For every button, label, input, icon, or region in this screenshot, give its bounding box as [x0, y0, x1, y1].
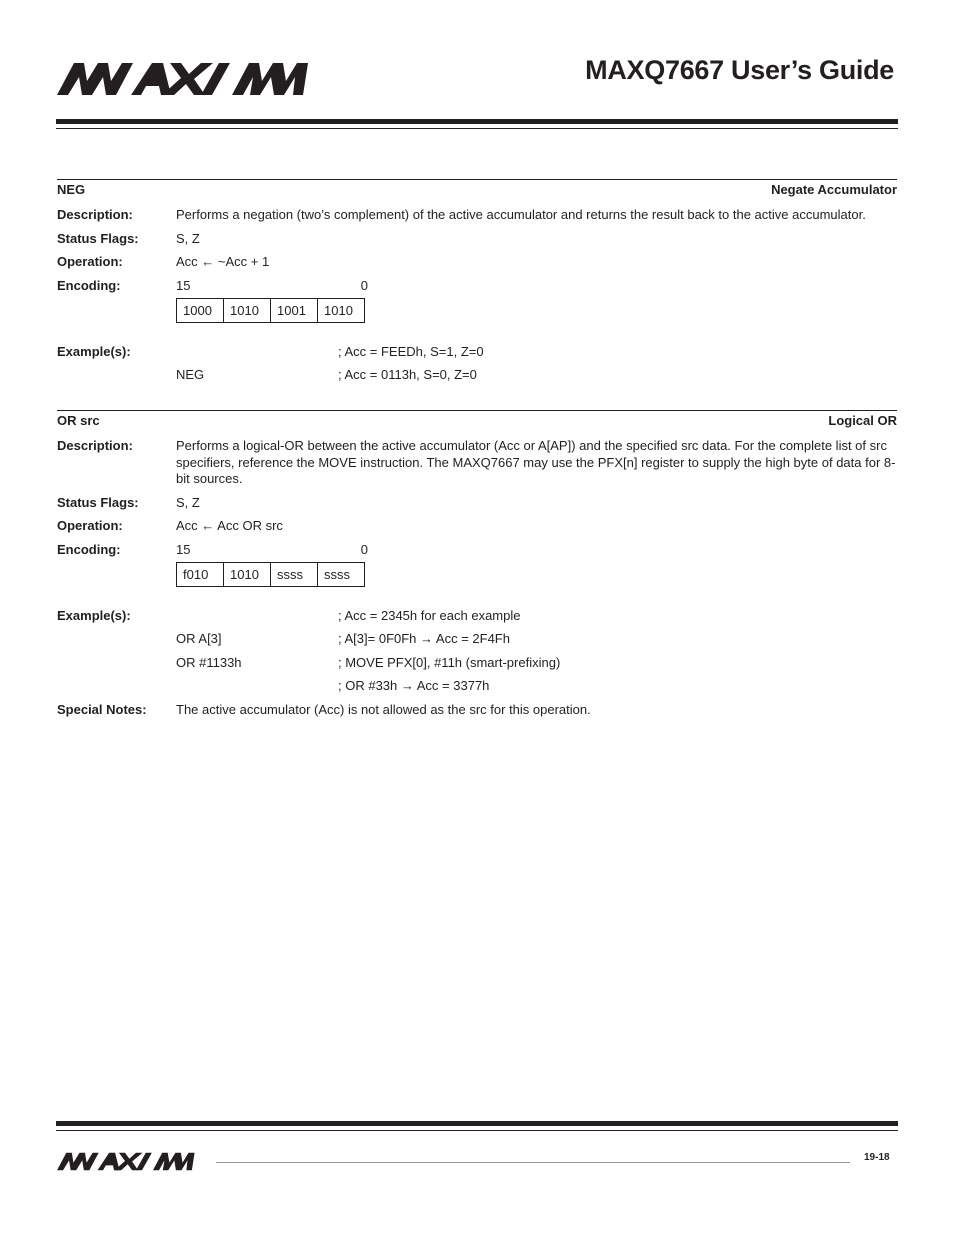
- instruction-neg: [57, 179, 897, 384]
- encoding-cell: ssss: [271, 562, 318, 586]
- example-comment: ; Acc = 2345h for each example: [338, 607, 521, 623]
- page-number: 19-18: [864, 1152, 890, 1163]
- description-label: Description:: [57, 438, 133, 453]
- example-comment: ; A[3]= 0F0Fh → Acc = 2F4Fh: [338, 631, 510, 646]
- encoding-table: [176, 562, 365, 587]
- instruction-header: [57, 179, 897, 200]
- maxim-logo: [57, 62, 327, 96]
- status-flags-label: Status Flags:: [57, 494, 139, 510]
- status-flags-row: [57, 231, 897, 248]
- description-row: [57, 438, 897, 488]
- status-flags-value: S, Z: [176, 494, 200, 510]
- instruction-header: [57, 410, 897, 431]
- example-line: [57, 367, 897, 384]
- description-row: [57, 207, 897, 224]
- footer-rule-thin: [56, 1130, 898, 1131]
- document-title: MAXQ7667 User’s Guide: [585, 55, 894, 85]
- encoding-row: [57, 278, 897, 295]
- status-flags-label: Status Flags:: [57, 230, 139, 246]
- encoding-label: Encoding:: [57, 541, 121, 557]
- bit-high: 15: [176, 277, 191, 293]
- examples-label: Example(s):: [57, 343, 131, 359]
- encoding-row: [57, 542, 897, 559]
- operation-label: Operation:: [57, 254, 123, 269]
- description-label: Description:: [57, 207, 133, 222]
- example-line: [57, 608, 897, 625]
- instruction-mnemonic: OR src: [57, 413, 100, 428]
- example-comment: ; OR #33h → Acc = 3377h: [338, 678, 490, 693]
- encoding-cell: 1010: [224, 562, 271, 586]
- operation-row: [57, 254, 897, 271]
- example-comment: ; Acc = 0113h, S=0, Z=0: [338, 367, 477, 382]
- example-code: OR A[3]: [176, 631, 222, 646]
- bit-high: 15: [176, 541, 191, 557]
- header-rule-thick: [56, 119, 898, 124]
- operation-row: [57, 518, 897, 535]
- encoding-cell: 1001: [271, 298, 318, 322]
- footer-divider: [216, 1162, 850, 1163]
- operation-value: Acc ← Acc OR src: [176, 518, 283, 533]
- example-line: [57, 344, 897, 361]
- special-notes-text: The active accumulator (Acc) is not allowed as the src for this operation.: [176, 701, 591, 717]
- example-line: [57, 655, 897, 672]
- example-code: OR #1133h: [176, 654, 242, 670]
- encoding-cell: 1010: [224, 298, 271, 322]
- instruction-mnemonic: NEG: [57, 182, 86, 197]
- examples-label: Example(s):: [57, 607, 131, 623]
- example-line: [57, 678, 897, 695]
- encoding-cell: f010: [177, 562, 224, 586]
- example-code: NEG: [176, 367, 205, 382]
- encoding-cell: 1000: [177, 298, 224, 322]
- example-line: [57, 631, 897, 648]
- operation-value: Acc ← ~Acc + 1: [176, 254, 270, 269]
- maxim-footer-logo: [57, 1152, 205, 1171]
- description-text: Performs a negation (two’s complement) of the active accumulator and returns the result back to the active accumulator.: [176, 207, 866, 222]
- example-comment: ; MOVE PFX[0], #11h (smart-prefixing): [338, 654, 561, 670]
- encoding-cell: ssss: [318, 562, 365, 586]
- header-rule-thin: [56, 128, 898, 129]
- status-flags-value: S, Z: [176, 230, 200, 246]
- instruction-name: Negate Accumulator: [771, 182, 897, 197]
- example-comment: ; Acc = FEEDh, S=1, Z=0: [338, 343, 484, 359]
- encoding-table: [176, 298, 365, 323]
- bit-low: 0: [360, 277, 368, 293]
- status-flags-row: [57, 495, 897, 512]
- bit-low: 0: [360, 541, 368, 557]
- encoding-label: Encoding:: [57, 277, 121, 293]
- special-notes-row: [57, 702, 897, 719]
- encoding-cell: 1010: [318, 298, 365, 322]
- operation-label: Operation:: [57, 518, 123, 533]
- footer-rule-thick: [56, 1121, 898, 1126]
- description-text: Performs a logical-OR between the active accumulator (Acc or A[AP]) and the specified src data. For the complete list of src specifiers, reference the MOVE instruction. The MAXQ7667 may use the PFX[n] register to supply the high byte of data for 8-bit sources.: [176, 438, 896, 486]
- special-notes-label: Special Notes:: [57, 701, 147, 717]
- instruction-or: [57, 410, 897, 718]
- instruction-name: Logical OR: [828, 413, 897, 428]
